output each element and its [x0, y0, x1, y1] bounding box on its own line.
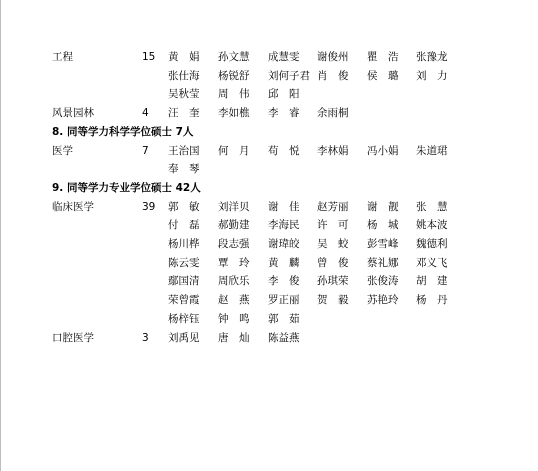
student-name: 贺 毅	[317, 294, 349, 307]
section-heading-row	[0, 123, 538, 141]
student-name: 段志强	[218, 238, 250, 250]
student-name: 杨锐舒	[218, 69, 250, 82]
student-name: 张仕海	[168, 69, 200, 82]
student-name: 郝勤建	[218, 219, 250, 232]
student-name: 周欣乐	[218, 275, 250, 288]
student-name: 苏艳玲	[367, 294, 399, 307]
student-name: 姚本波	[416, 219, 448, 232]
student-name: 杨梓钰	[168, 312, 200, 325]
student-name: 黄 麟	[268, 256, 300, 269]
department-name: 风景园林	[52, 107, 94, 120]
student-name: 朱道珺	[416, 144, 448, 157]
student-name: 黄 娟	[168, 51, 200, 63]
name-list-row	[0, 160, 538, 178]
student-name: 吴秋莹	[168, 88, 200, 101]
student-name: 赵 燕	[218, 294, 250, 307]
student-name: 李 睿	[268, 107, 300, 120]
department-name: 医学	[52, 144, 73, 157]
section-heading: 9. 同等学力专业学位硕士 42人	[52, 181, 201, 194]
student-name: 李海民	[268, 219, 300, 232]
student-name: 付 磊	[168, 219, 200, 232]
student-name: 李林娟	[317, 144, 349, 157]
student-name: 李如樵	[218, 107, 250, 120]
name-list-row	[0, 48, 538, 66]
student-name: 刘何子君	[268, 69, 310, 82]
student-name: 彭雪峰	[367, 238, 399, 250]
student-name: 苟 悦	[268, 144, 300, 157]
student-name: 余雨桐	[317, 107, 349, 120]
department-count: 3	[142, 331, 149, 344]
section-heading-row	[0, 179, 538, 197]
student-name: 何 月	[218, 144, 250, 157]
student-name: 许 可	[317, 219, 349, 232]
department-count: 7	[142, 144, 149, 157]
student-name: 张俊涛	[367, 275, 399, 288]
name-list-row	[0, 310, 538, 328]
student-name: 周 伟	[218, 88, 250, 101]
student-name: 谢 靓	[367, 200, 399, 213]
student-name: 成慧雯	[268, 51, 300, 63]
name-list-row	[0, 329, 538, 347]
student-name: 王治国	[168, 144, 200, 157]
student-name: 荣曾霞	[168, 294, 200, 307]
student-name: 奉 琴	[168, 163, 200, 176]
student-name: 蔡礼娜	[367, 256, 399, 269]
student-name: 曾 俊	[317, 256, 349, 269]
student-name: 汪 奎	[168, 107, 200, 120]
department-count: 4	[142, 107, 149, 120]
name-list-row	[0, 291, 538, 309]
student-name: 魏德利	[416, 238, 448, 250]
student-name: 吴 蛟	[317, 238, 349, 250]
student-name: 刘 力	[416, 69, 448, 82]
name-list-row	[0, 198, 538, 216]
department-name: 口腔医学	[52, 331, 94, 344]
student-name: 郭 茹	[268, 312, 300, 325]
student-name: 肖 俊	[317, 69, 349, 82]
student-name: 赵芳丽	[317, 200, 349, 213]
section-heading: 8. 同等学力科学学位硕士 7人	[52, 125, 194, 138]
name-list-row	[0, 272, 538, 290]
student-name: 孙文慧	[218, 51, 250, 63]
department-count: 39	[142, 200, 156, 213]
name-list-row	[0, 216, 538, 234]
student-name: 杨 城	[367, 219, 399, 232]
student-name: 覃 玲	[218, 256, 250, 269]
student-name: 陈益燕	[268, 331, 300, 344]
student-name: 杨 丹	[416, 294, 448, 307]
name-list-row	[0, 104, 538, 122]
name-list-row	[0, 235, 538, 253]
student-name: 侯 璐	[367, 69, 399, 82]
student-name: 邓义飞	[416, 256, 448, 269]
student-name: 郭 敏	[168, 200, 200, 213]
student-name: 鄢国清	[168, 275, 200, 288]
student-name: 罗正丽	[268, 294, 300, 307]
student-name: 杨川桦	[168, 238, 200, 250]
student-name: 刘禹见	[168, 331, 200, 344]
department-name: 工程	[52, 51, 73, 63]
student-name: 谢 佳	[268, 200, 300, 213]
name-list-row	[0, 67, 538, 85]
student-name: 胡 建	[416, 275, 448, 288]
student-name: 陈云雯	[168, 256, 200, 269]
name-list-row	[0, 254, 538, 272]
student-name: 谢俊州	[317, 51, 349, 63]
student-name: 谢瑋皎	[268, 238, 300, 250]
name-list-row	[0, 142, 538, 160]
student-name: 孙琪荣	[317, 275, 349, 288]
student-name: 刘洋贝	[218, 200, 250, 213]
student-name: 张豫龙	[416, 51, 448, 63]
department-count: 15	[142, 51, 156, 63]
student-name: 邱 阳	[268, 88, 300, 101]
student-name: 唐 灿	[218, 331, 250, 344]
name-list-row	[0, 85, 538, 103]
department-name: 临床医学	[52, 200, 94, 213]
student-name: 李 俊	[268, 275, 300, 288]
student-name: 钟 鸣	[218, 312, 250, 325]
student-name: 张 慧	[416, 200, 448, 213]
student-name: 冯小娟	[367, 144, 399, 157]
student-name: 瞿 浩	[367, 51, 399, 63]
